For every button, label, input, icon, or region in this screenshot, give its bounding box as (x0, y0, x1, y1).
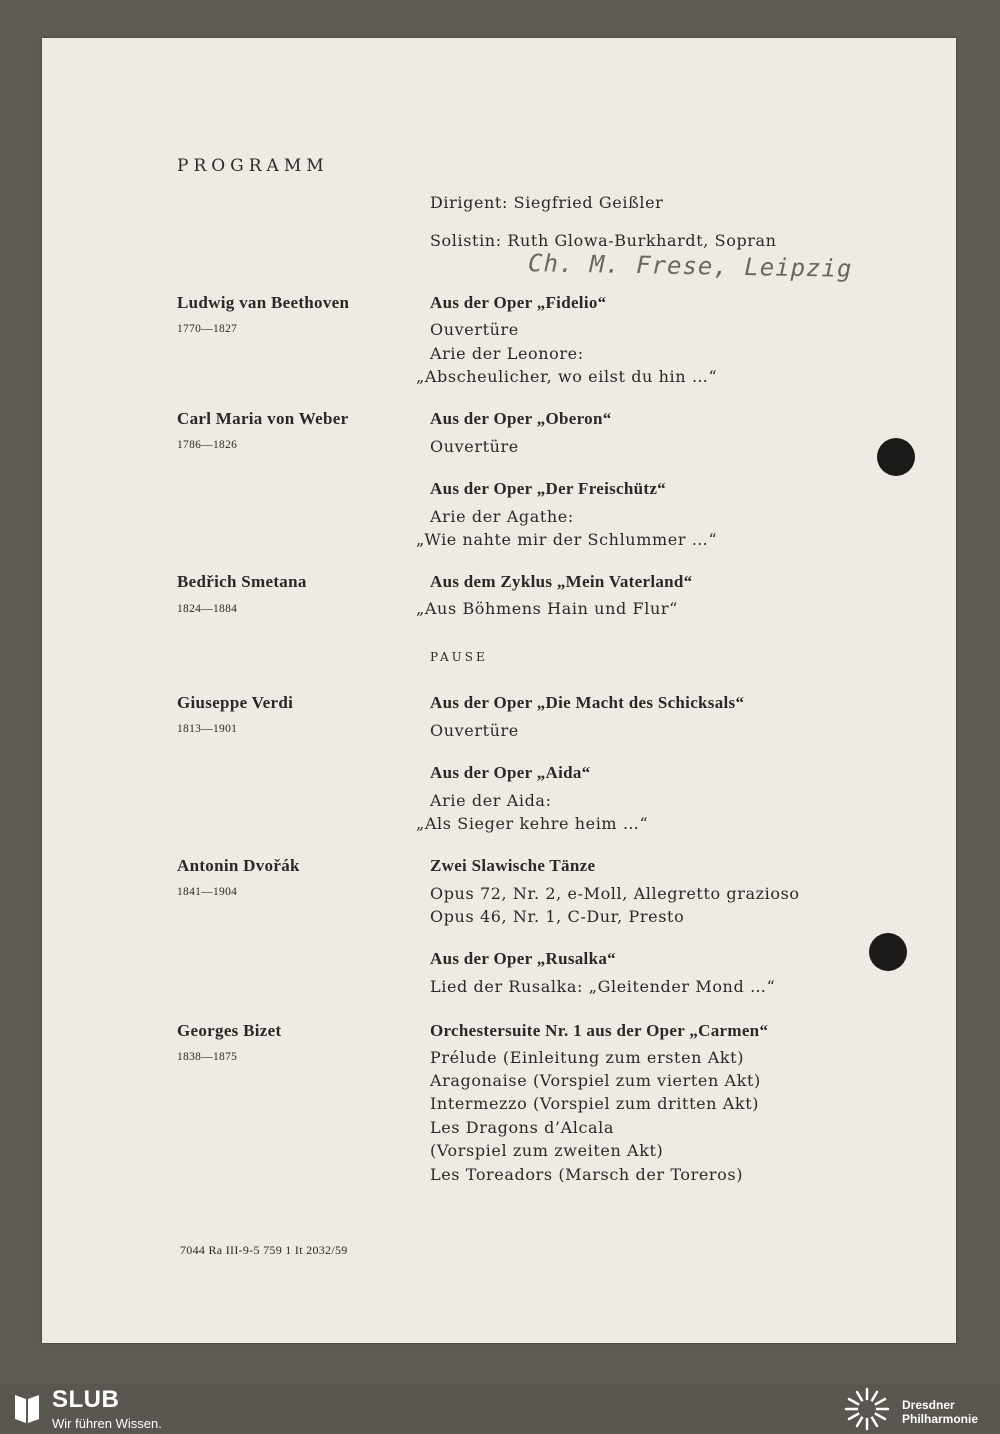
composer-dates: 1824—1884 (177, 603, 238, 615)
work-line: Prélude (Einleitung zum ersten Akt) (430, 1048, 745, 1067)
composer-dates: 1770—1827 (177, 323, 238, 335)
composer-name: Bedřich Smetana (177, 572, 307, 591)
work-title: Aus der Oper „Rusalka“ (430, 949, 616, 968)
work-title: Aus der Oper „Die Macht des Schicksals“ (430, 693, 745, 712)
work-title: Aus der Oper „Oberon“ (430, 409, 612, 428)
soloist-line: Solistin: Ruth Glowa-Burkhardt, Sopran (430, 231, 777, 250)
philharmonie-name-line1[interactable]: Dresdner (902, 1398, 955, 1412)
composer-name: Georges Bizet (177, 1021, 282, 1040)
punch-hole (869, 933, 907, 971)
composer-dates: 1786—1826 (177, 439, 238, 451)
work-title: Orchestersuite Nr. 1 aus der Oper „Carmen“ (430, 1021, 769, 1040)
work-line: (Vorspiel zum zweiten Akt) (430, 1141, 664, 1160)
conductor-line: Dirigent: Siegfried Geißler (430, 193, 664, 212)
work-line: „Als Sieger kehre heim …“ (416, 814, 649, 833)
composer-name: Carl Maria von Weber (177, 409, 349, 428)
work-line: Les Toreadors (Marsch der Toreros) (430, 1165, 744, 1184)
work-line: „Aus Böhmens Hain und Flur“ (416, 599, 678, 618)
composer-name: Giuseppe Verdi (177, 693, 294, 712)
philharmonie-name-line2[interactable]: Philharmonie (902, 1412, 979, 1426)
philharmonie-logo-icon[interactable] (842, 1386, 892, 1432)
composer-name: Ludwig van Beethoven (177, 293, 350, 312)
work-line: Ouvertüre (430, 721, 519, 740)
work-line: Opus 72, Nr. 2, e-Moll, Allegretto grazioso (430, 884, 800, 903)
work-line: „Wie nahte mir der Schlummer …“ (416, 530, 718, 549)
work-line: Arie der Agathe: (430, 507, 574, 526)
punch-hole (877, 438, 915, 476)
program-heading: PROGRAMM (177, 156, 329, 176)
work-line: Opus 46, Nr. 1, C-Dur, Presto (430, 907, 685, 926)
pause-label: PAUSE (430, 650, 488, 664)
work-line: Intermezzo (Vorspiel zum dritten Akt) (430, 1094, 760, 1113)
composer-dates: 1838—1875 (177, 1051, 238, 1063)
work-line: Ouvertüre (430, 320, 519, 339)
work-line: Les Dragons d’Alcala (430, 1118, 615, 1137)
work-title: Zwei Slawische Tänze (430, 856, 596, 875)
work-line: „Abscheulicher, wo eilst du hin …“ (416, 367, 718, 386)
work-title: Aus der Oper „Fidelio“ (430, 293, 607, 312)
print-code: 7044 Ra III-9-5 759 1 It 2032/59 (180, 1243, 348, 1257)
work-line: Lied der Rusalka: „Gleitender Mond …“ (430, 977, 776, 996)
work-line: Aragonaise (Vorspiel zum vierten Akt) (430, 1071, 761, 1090)
book-icon (12, 1391, 42, 1425)
handwritten-annotation: Ch. M. Frese, Leipzig (527, 249, 853, 283)
composer-dates: 1813—1901 (177, 723, 238, 735)
work-line: Arie der Aida: (430, 791, 552, 810)
work-title: Aus der Oper „Aida“ (430, 763, 591, 782)
work-line: Arie der Leonore: (430, 344, 584, 363)
slub-logo-text[interactable]: SLUB (52, 1386, 120, 1413)
slub-tagline: Wir führen Wissen. (52, 1416, 162, 1431)
composer-dates: 1841—1904 (177, 886, 238, 898)
work-line: Ouvertüre (430, 437, 519, 456)
composer-name: Antonin Dvořák (177, 856, 300, 875)
work-title: Aus dem Zyklus „Mein Vaterland“ (430, 572, 693, 591)
work-title: Aus der Oper „Der Freischütz“ (430, 479, 666, 498)
